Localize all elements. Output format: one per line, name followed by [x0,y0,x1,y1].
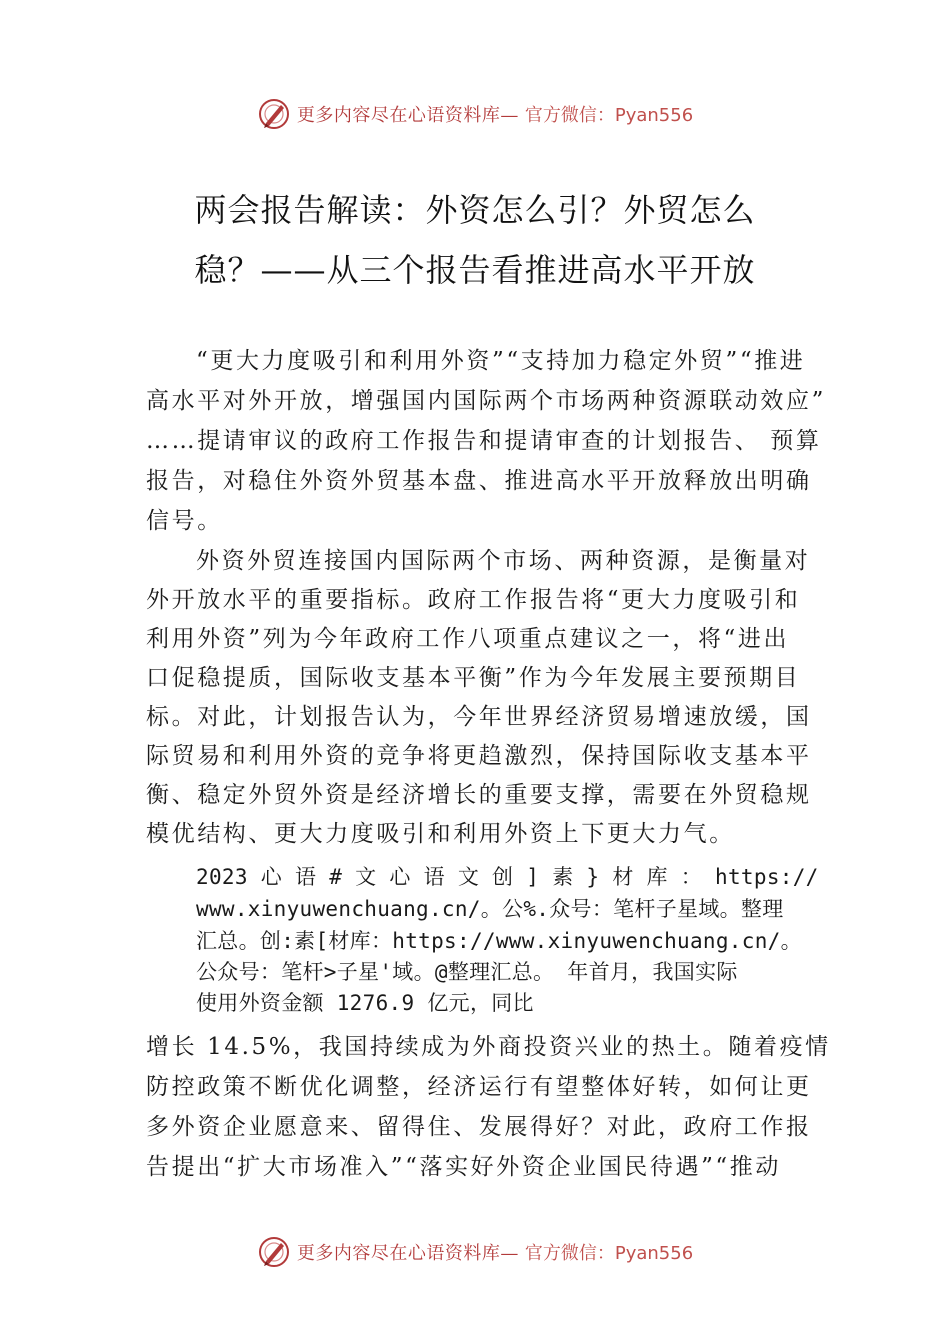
watermark-wechat: 官方微信：Pyan556 [524,105,694,126]
paragraph-line: 信号。 [146,508,223,534]
mono-line: 汇总。创:素[材库：https://www.xinyuwenchuang.cn/。 [196,929,802,953]
paragraph-line: “更大力度吸引和利用外资”“支持加力稳定外贸”“推进 [196,348,806,374]
watermark-banner-top [0,92,950,136]
paragraph-line: 多外资企业愿意来、留得住、发展得好？对此，政府工作报 [146,1114,812,1140]
watermark-text: 更多内容尽在心语资料库— [296,105,519,126]
mono-line: 2023 心 语 # 文 心 语 文 创 ] 素 } 材 库 ： https:// [196,865,819,889]
paragraph-line: 防控政策不断优化调整，经济运行有望整体好转，如何让更 [146,1074,812,1100]
document-title-line-2: 稳？——从三个报告看推进高水平开放 [194,251,756,289]
paragraph-line: ……提请审议的政府工作报告和提请审查的计划报告、 预算 [146,428,822,454]
paragraph-line: 标。对此，计划报告认为，今年世界经济贸易增速放缓，国 [146,704,812,730]
paragraph-line: 报告，对稳住外资外贸基本盘、推进高水平开放释放出明确 [146,468,812,494]
document-title-line-1: 两会报告解读：外资怎么引？外贸怎么 [194,191,756,229]
mono-line: www.xinyuwenchuang.cn/。公%.众号：笔杆子星域。整理 [196,897,784,921]
paragraph-line: 告提出“扩大市场准入”“落实好外资企业国民待遇”“推动 [146,1154,781,1180]
watermark-text: 更多内容尽在心语资料库— [296,1243,519,1264]
watermark-banner-bottom [0,1230,950,1274]
paragraph-line: 模优结构、更大力度吸引和利用外资上下更大力气。 [146,821,735,847]
pen-logo-icon [257,1235,291,1269]
paragraph-line: 口促稳提质，国际收支基本平衡”作为今年发展主要预期目 [146,665,801,691]
paragraph-line: 高水平对外开放，增强国内国际两个市场两种资源联动效应” [146,388,826,414]
watermark-wechat: 官方微信：Pyan556 [524,1243,694,1264]
paragraph-line: 增长 14.5%，我国持续成为外商投资兴业的热土。随着疫情 [146,1034,831,1060]
paragraph-line: 衡、稳定外贸外资是经济增长的重要支撑，需要在外贸稳规 [146,782,812,808]
pen-logo-icon [257,97,291,131]
mono-line: 使用外资金额 1276.9 亿元，同比 [196,991,534,1015]
mono-line: 公众号：笔杆>子星'域。@整理汇总。 年首月，我国实际 [196,960,738,984]
paragraph-line: 际贸易和利用外资的竞争将更趋激烈，保持国际收支基本平 [146,743,812,769]
paragraph-line: 外资外贸连接国内国际两个市场、两种资源，是衡量对 [196,548,811,574]
paragraph-line: 外开放水平的重要指标。政府工作报告将“更大力度吸引和 [146,587,801,613]
paragraph-line: 利用外资”列为今年政府工作八项重点建议之一，将“进出 [146,626,790,652]
